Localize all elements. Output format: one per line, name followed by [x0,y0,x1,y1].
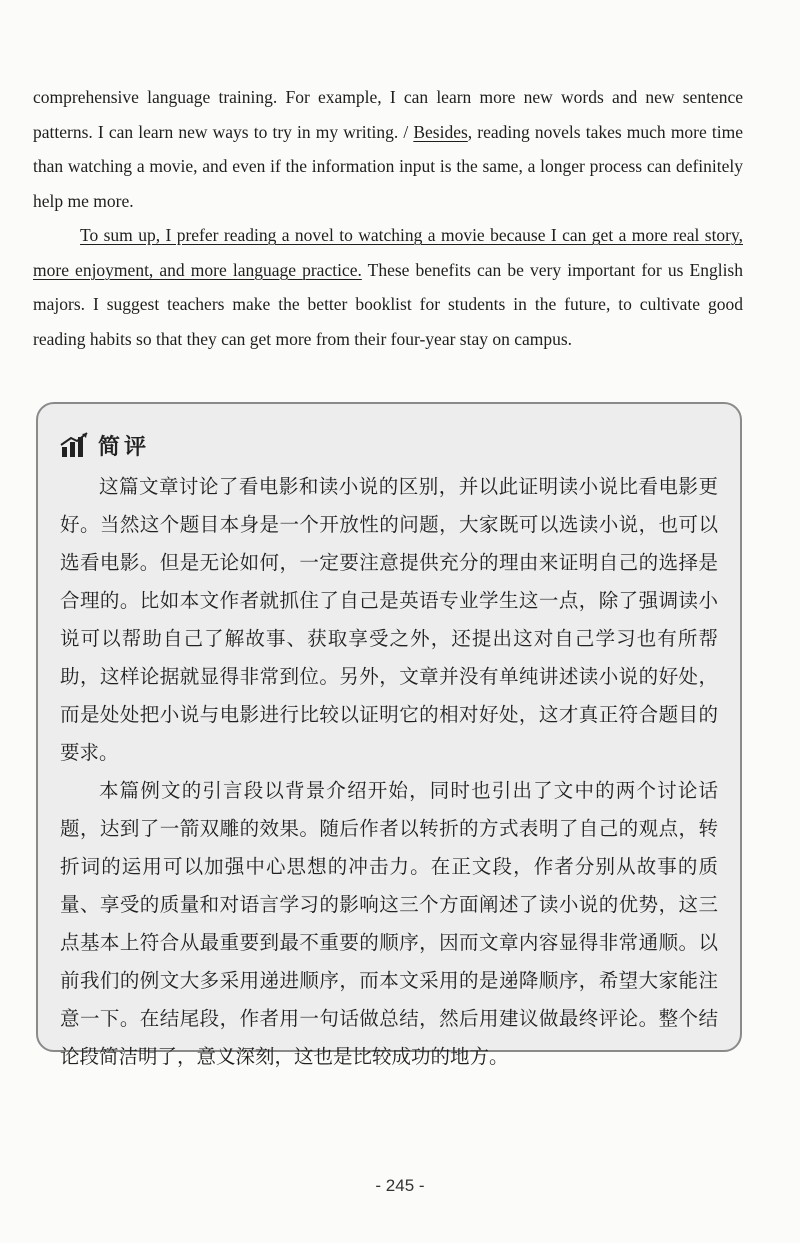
commentary-box [36,402,742,1068]
essay-p1-text-before: comprehensive language training. For example, I can learn more new words and new sentence patterns. I can learn new ways to try in my writing. / [33,87,743,142]
commentary-paragraph-1: 这篇文章讨论了看电影和读小说的区别，并以此证明读小说比看电影更好。当然这个题目本身是一个开放性的问题，大家既可以选读小说，也可以选看电影。但是无论如何，一定要注意提供充分的理由来证明自己的选择是合理的。比如本文作者就抓住了自己是英语专业学生这一点，除了强调读小说可以帮助自己了解故事、获取享受之外，还提出这对自己学习也有所帮助，这样论据就显得非常到位。另外，文章并没有单纯讲述读小说的好处，而是处处把小说与电影进行比较以证明它的相对好处，这才真正符合题目的要求。 [60,475,718,764]
commentary-paragraph-2: 本篇例文的引言段以背景介绍开始，同时也引出了文中的两个讨论话题，达到了一箭双雕的效果。随后作者以转折的方式表明了自己的观点，转折词的运用可以加强中心思想的冲击力。在正文段，作者分别从故事的质量、享受的质量和对语言学习的影响这三个方面阐述了读小说的优势，这三点基本上符合从最重要到最不重要的顺序，因而文章内容显得非常通顺。以前我们的例文大多采用递进顺序，而本文采用的是递降顺序，希望大家能注意一下。在结尾段，作者用一句话做总结，然后用建议做最终评论。整个结论段简洁明了，意义深刻，这也是比较成功的地方。 [60,779,718,1068]
essay-p1-underlined-word: Besides [413,121,468,142]
essay-p2-text-after: These benefits can be very important for us English majors. I suggest teachers make the better booklist for students in the future, to cultivate good reading habits so that they can get more from their four-year stay on campus. [33,259,743,349]
essay-p1-text-after: , reading novels takes much more time than watching a movie, and even if the information input is the same, a longer process can definitely help me more. [33,121,744,211]
commentary-header [60,426,718,464]
essay-paragraph-2 [33,218,743,356]
commentary-title: 简评 [98,434,151,460]
bar-chart-icon [60,432,90,458]
essay-paragraph-1 [33,80,743,218]
essay-text [33,80,743,356]
commentary-body [60,468,718,1076]
essay-p2-underlined-text: To sum up, I prefer reading a novel to watching a movie because I can get a more real story, more enjoyment, and more language practice. [33,225,743,280]
page-number: - 245 - [375,1176,425,1195]
